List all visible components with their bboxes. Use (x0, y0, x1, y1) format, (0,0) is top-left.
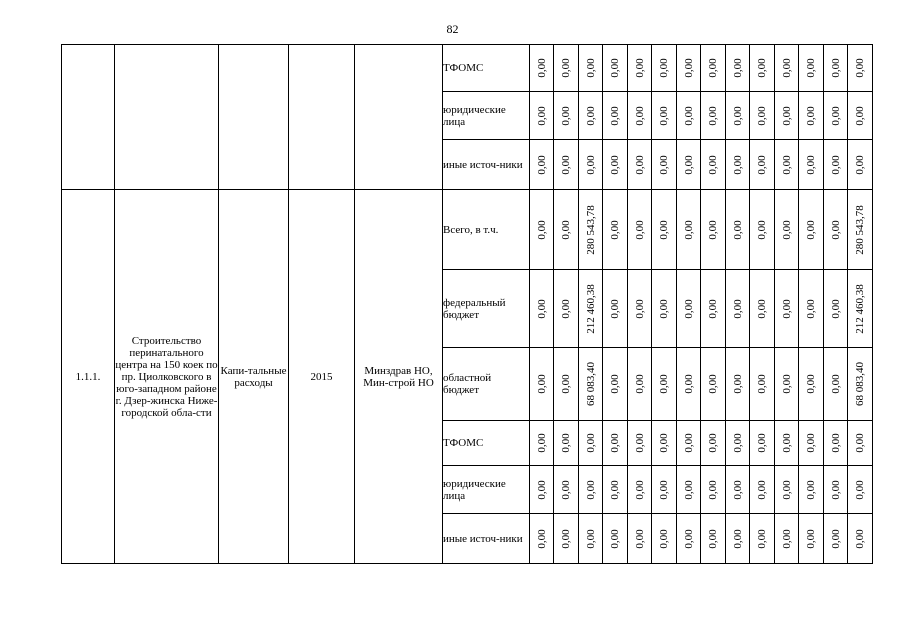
value-cell (848, 190, 873, 270)
value-text: 0,00 (805, 105, 817, 126)
value-text: 0,00 (707, 479, 719, 500)
value-text: 0,00 (829, 298, 842, 319)
value-text: 0,00 (731, 433, 744, 453)
value-cell (775, 514, 799, 564)
value-cell (677, 270, 701, 348)
value-cell (579, 348, 603, 421)
value-text: 0,00 (805, 58, 817, 78)
value-text: 0,00 (609, 433, 621, 453)
value-text: 0,00 (535, 105, 548, 126)
value-text: 0,00 (829, 433, 842, 453)
value-text: 0,00 (707, 298, 719, 319)
table-row (62, 190, 873, 270)
value-text: 0,00 (707, 374, 719, 394)
value-cell (603, 421, 628, 466)
value-text: 0,00 (609, 479, 621, 500)
value-cell (530, 421, 554, 466)
value-text: 0,00 (682, 433, 695, 453)
value-text: 0,00 (731, 528, 744, 549)
value-cell (701, 466, 726, 514)
year-cell (289, 45, 355, 190)
object-name-cell: Строительство перинатального центра на 150 коек по пр. Циолковского в юго-западном районе г. Дзер-жинска Ниже-городской обла-сти (115, 190, 219, 564)
page-number: 82 (446, 22, 459, 36)
value-text: 0,00 (756, 528, 768, 549)
value-cell (799, 348, 824, 421)
value-text: 0,00 (707, 154, 719, 175)
value-text: 0,00 (609, 374, 621, 394)
value-text: 0,00 (535, 219, 548, 240)
value-text: 0,00 (731, 479, 744, 500)
value-text: 0,00 (829, 105, 842, 126)
value-text: 0,00 (658, 528, 670, 549)
value-text: 0,00 (633, 58, 646, 78)
value-cell (848, 45, 873, 92)
value-cell (799, 270, 824, 348)
value-text: 0,00 (707, 58, 719, 78)
value-cell (701, 270, 726, 348)
value-cell (775, 348, 799, 421)
value-cell (603, 466, 628, 514)
value-cell (554, 92, 579, 140)
value-text: 0,00 (731, 219, 744, 240)
value-cell (848, 140, 873, 190)
value-cell (530, 348, 554, 421)
value-text: 0,00 (633, 154, 646, 175)
value-cell (603, 514, 628, 564)
value-cell (603, 348, 628, 421)
value-cell (579, 421, 603, 466)
value-cell (652, 45, 677, 92)
row-number-cell: 1.1.1. (62, 190, 115, 564)
value-cell (628, 190, 652, 270)
value-text: 0,00 (780, 105, 793, 126)
value-cell (677, 45, 701, 92)
value-text: 0,00 (682, 374, 695, 394)
value-cell (824, 140, 848, 190)
value-cell (775, 92, 799, 140)
value-cell (750, 270, 775, 348)
expense-type-cell: Капи-тальные расходы (219, 190, 289, 564)
value-cell (824, 466, 848, 514)
value-text: 0,00 (682, 528, 695, 549)
value-text: 0,00 (756, 58, 768, 78)
value-text: 0,00 (854, 154, 866, 175)
value-text: 68 083,40 (584, 362, 597, 406)
value-text: 0,00 (829, 58, 842, 78)
value-text: 0,00 (633, 298, 646, 319)
value-cell (554, 466, 579, 514)
value-cell (775, 190, 799, 270)
value-text: 0,00 (805, 479, 817, 500)
object-name-cell (115, 45, 219, 190)
funding-source-cell: федеральный бюджет (443, 270, 530, 348)
value-cell (530, 270, 554, 348)
table-body (62, 45, 873, 564)
value-text: 0,00 (805, 374, 817, 394)
value-text: 0,00 (805, 219, 817, 240)
value-text: 0,00 (731, 58, 744, 78)
value-cell (628, 140, 652, 190)
value-text: 0,00 (609, 58, 621, 78)
value-text: 0,00 (756, 433, 768, 453)
value-cell (824, 348, 848, 421)
value-text: 0,00 (829, 528, 842, 549)
value-text: 0,00 (560, 219, 572, 240)
value-text: 0,00 (682, 58, 695, 78)
value-cell (652, 421, 677, 466)
value-text: 0,00 (633, 528, 646, 549)
value-cell (750, 190, 775, 270)
value-text: 0,00 (707, 433, 719, 453)
value-cell (554, 348, 579, 421)
value-cell (726, 466, 750, 514)
value-text: 0,00 (805, 433, 817, 453)
table-row (62, 45, 873, 92)
value-text: 0,00 (633, 219, 646, 240)
value-cell (750, 140, 775, 190)
value-cell (701, 348, 726, 421)
value-cell (579, 466, 603, 514)
value-text: 0,00 (560, 105, 572, 126)
value-text: 0,00 (633, 374, 646, 394)
value-text: 0,00 (731, 105, 744, 126)
value-cell (579, 514, 603, 564)
funding-source-cell: иные источ-ники (443, 140, 530, 190)
value-text: 0,00 (584, 105, 597, 126)
value-cell (824, 45, 848, 92)
value-cell (652, 466, 677, 514)
value-text: 0,00 (829, 219, 842, 240)
value-cell (775, 270, 799, 348)
value-text: 0,00 (780, 433, 793, 453)
value-text: 0,00 (535, 154, 548, 175)
value-cell (799, 466, 824, 514)
value-text: 0,00 (609, 219, 621, 240)
value-cell (701, 421, 726, 466)
value-text: 0,00 (535, 298, 548, 319)
value-cell (628, 270, 652, 348)
value-text: 0,00 (658, 433, 670, 453)
value-text: 0,00 (560, 528, 572, 549)
value-cell (824, 421, 848, 466)
value-cell (726, 45, 750, 92)
value-cell (848, 466, 873, 514)
value-cell (750, 348, 775, 421)
value-text: 0,00 (707, 528, 719, 549)
value-text: 0,00 (658, 58, 670, 78)
value-text: 0,00 (658, 374, 670, 394)
value-cell (677, 140, 701, 190)
value-cell (652, 92, 677, 140)
value-text: 0,00 (633, 479, 646, 500)
value-cell (726, 92, 750, 140)
value-cell (530, 45, 554, 92)
value-text: 0,00 (854, 479, 866, 500)
value-text: 0,00 (560, 433, 572, 453)
value-text: 212 460,38 (854, 283, 866, 334)
budget-table (61, 44, 873, 564)
value-cell (677, 466, 701, 514)
value-cell (701, 140, 726, 190)
value-cell (652, 140, 677, 190)
funding-source-cell: Всего, в т.ч. (443, 190, 530, 270)
row-number-cell (62, 45, 115, 190)
value-cell (726, 190, 750, 270)
value-cell (799, 45, 824, 92)
value-text: 0,00 (682, 219, 695, 240)
value-cell (554, 514, 579, 564)
value-text: 0,00 (535, 374, 548, 394)
value-text: 0,00 (780, 479, 793, 500)
value-text: 0,00 (829, 374, 842, 394)
value-text: 0,00 (609, 298, 621, 319)
value-text: 0,00 (584, 58, 597, 78)
value-text: 0,00 (658, 479, 670, 500)
value-cell (677, 514, 701, 564)
value-cell (603, 45, 628, 92)
value-cell (799, 514, 824, 564)
value-text: 0,00 (780, 298, 793, 319)
value-cell (750, 514, 775, 564)
value-text: 0,00 (854, 58, 866, 78)
value-cell (799, 92, 824, 140)
value-text: 0,00 (560, 374, 572, 394)
value-cell (750, 45, 775, 92)
value-cell (579, 190, 603, 270)
value-cell (554, 190, 579, 270)
value-cell (628, 466, 652, 514)
value-text: 0,00 (805, 154, 817, 175)
value-cell (799, 421, 824, 466)
value-text: 0,00 (584, 433, 597, 453)
funding-source-cell: иные источ-ники (443, 514, 530, 564)
value-cell (554, 421, 579, 466)
value-text: 0,00 (682, 479, 695, 500)
value-cell (554, 140, 579, 190)
value-cell (628, 421, 652, 466)
value-text: 0,00 (829, 479, 842, 500)
value-text: 280 543,78 (854, 204, 866, 255)
value-cell (530, 466, 554, 514)
value-text: 0,00 (780, 528, 793, 549)
value-cell (848, 514, 873, 564)
value-cell (824, 514, 848, 564)
value-text: 0,00 (756, 105, 768, 126)
value-cell (701, 92, 726, 140)
value-text: 0,00 (609, 528, 621, 549)
value-cell (848, 92, 873, 140)
value-cell (677, 421, 701, 466)
value-text: 0,00 (682, 105, 695, 126)
value-text: 0,00 (756, 154, 768, 175)
value-cell (579, 270, 603, 348)
value-cell (824, 190, 848, 270)
value-text: 0,00 (560, 154, 572, 175)
value-cell (775, 45, 799, 92)
value-cell (652, 348, 677, 421)
value-text: 0,00 (633, 433, 646, 453)
funding-source-cell: ТФОМС (443, 421, 530, 466)
value-cell (579, 92, 603, 140)
value-cell (799, 140, 824, 190)
value-cell (603, 270, 628, 348)
value-cell (628, 514, 652, 564)
value-cell (677, 348, 701, 421)
value-text: 0,00 (560, 298, 572, 319)
value-cell (628, 45, 652, 92)
value-cell (726, 514, 750, 564)
value-text: 212 460,38 (584, 283, 597, 334)
value-cell (579, 140, 603, 190)
value-text: 0,00 (780, 58, 793, 78)
value-text: 0,00 (584, 154, 597, 175)
value-text: 0,00 (756, 374, 768, 394)
value-text: 0,00 (584, 479, 597, 500)
value-text: 0,00 (584, 528, 597, 549)
value-text: 0,00 (756, 219, 768, 240)
value-cell (799, 190, 824, 270)
value-text: 0,00 (535, 479, 548, 500)
funding-source-cell: областной бюджет (443, 348, 530, 421)
value-cell (530, 140, 554, 190)
value-text: 0,00 (756, 479, 768, 500)
value-cell (775, 421, 799, 466)
value-text: 0,00 (658, 154, 670, 175)
value-cell (750, 92, 775, 140)
value-text: 0,00 (535, 528, 548, 549)
value-text: 0,00 (560, 58, 572, 78)
value-cell (530, 92, 554, 140)
value-cell (701, 190, 726, 270)
value-text: 280 543,78 (584, 204, 597, 255)
value-cell (530, 190, 554, 270)
value-cell (726, 140, 750, 190)
funding-source-cell: юридические лица (443, 92, 530, 140)
value-text: 0,00 (854, 433, 866, 453)
funding-source-cell: юридические лица (443, 466, 530, 514)
value-cell (726, 270, 750, 348)
value-text: 0,00 (756, 298, 768, 319)
value-cell (677, 190, 701, 270)
value-cell (530, 514, 554, 564)
value-cell (628, 348, 652, 421)
value-cell (726, 421, 750, 466)
expense-type-cell (219, 45, 289, 190)
value-text: 0,00 (829, 154, 842, 175)
value-cell (677, 92, 701, 140)
value-text: 0,00 (633, 105, 646, 126)
value-cell (848, 348, 873, 421)
value-text: 0,00 (535, 433, 548, 453)
value-text: 0,00 (535, 58, 548, 78)
value-text: 0,00 (780, 374, 793, 394)
value-cell (824, 92, 848, 140)
value-cell (726, 348, 750, 421)
value-cell (652, 190, 677, 270)
value-text: 0,00 (854, 528, 866, 549)
value-text: 0,00 (682, 298, 695, 319)
value-cell (603, 92, 628, 140)
value-cell (775, 466, 799, 514)
value-text: 0,00 (731, 374, 744, 394)
funding-source-cell: ТФОМС (443, 45, 530, 92)
value-text: 0,00 (609, 154, 621, 175)
value-cell (603, 190, 628, 270)
value-text: 0,00 (731, 154, 744, 175)
value-cell (554, 270, 579, 348)
value-text: 0,00 (658, 298, 670, 319)
value-cell (775, 140, 799, 190)
value-cell (701, 45, 726, 92)
value-text: 0,00 (609, 105, 621, 126)
year-cell: 2015 (289, 190, 355, 564)
value-cell (628, 92, 652, 140)
value-text: 0,00 (805, 528, 817, 549)
value-text: 0,00 (658, 219, 670, 240)
value-cell (848, 270, 873, 348)
value-text: 0,00 (658, 105, 670, 126)
value-cell (848, 421, 873, 466)
value-cell (603, 140, 628, 190)
value-cell (824, 270, 848, 348)
value-text: 0,00 (707, 105, 719, 126)
value-cell (701, 514, 726, 564)
value-text: 0,00 (780, 154, 793, 175)
value-text: 0,00 (854, 105, 866, 126)
value-text: 0,00 (560, 479, 572, 500)
executor-cell (355, 45, 443, 190)
value-cell (652, 270, 677, 348)
value-text: 0,00 (707, 219, 719, 240)
value-text: 0,00 (780, 219, 793, 240)
value-text: 68 083,40 (854, 362, 866, 406)
value-cell (652, 514, 677, 564)
value-cell (554, 45, 579, 92)
value-text: 0,00 (731, 298, 744, 319)
value-cell (750, 421, 775, 466)
executor-cell: Минздрав НО, Мин-строй НО (355, 190, 443, 564)
value-cell (750, 466, 775, 514)
value-cell (579, 45, 603, 92)
value-text: 0,00 (805, 298, 817, 319)
value-text: 0,00 (682, 154, 695, 175)
